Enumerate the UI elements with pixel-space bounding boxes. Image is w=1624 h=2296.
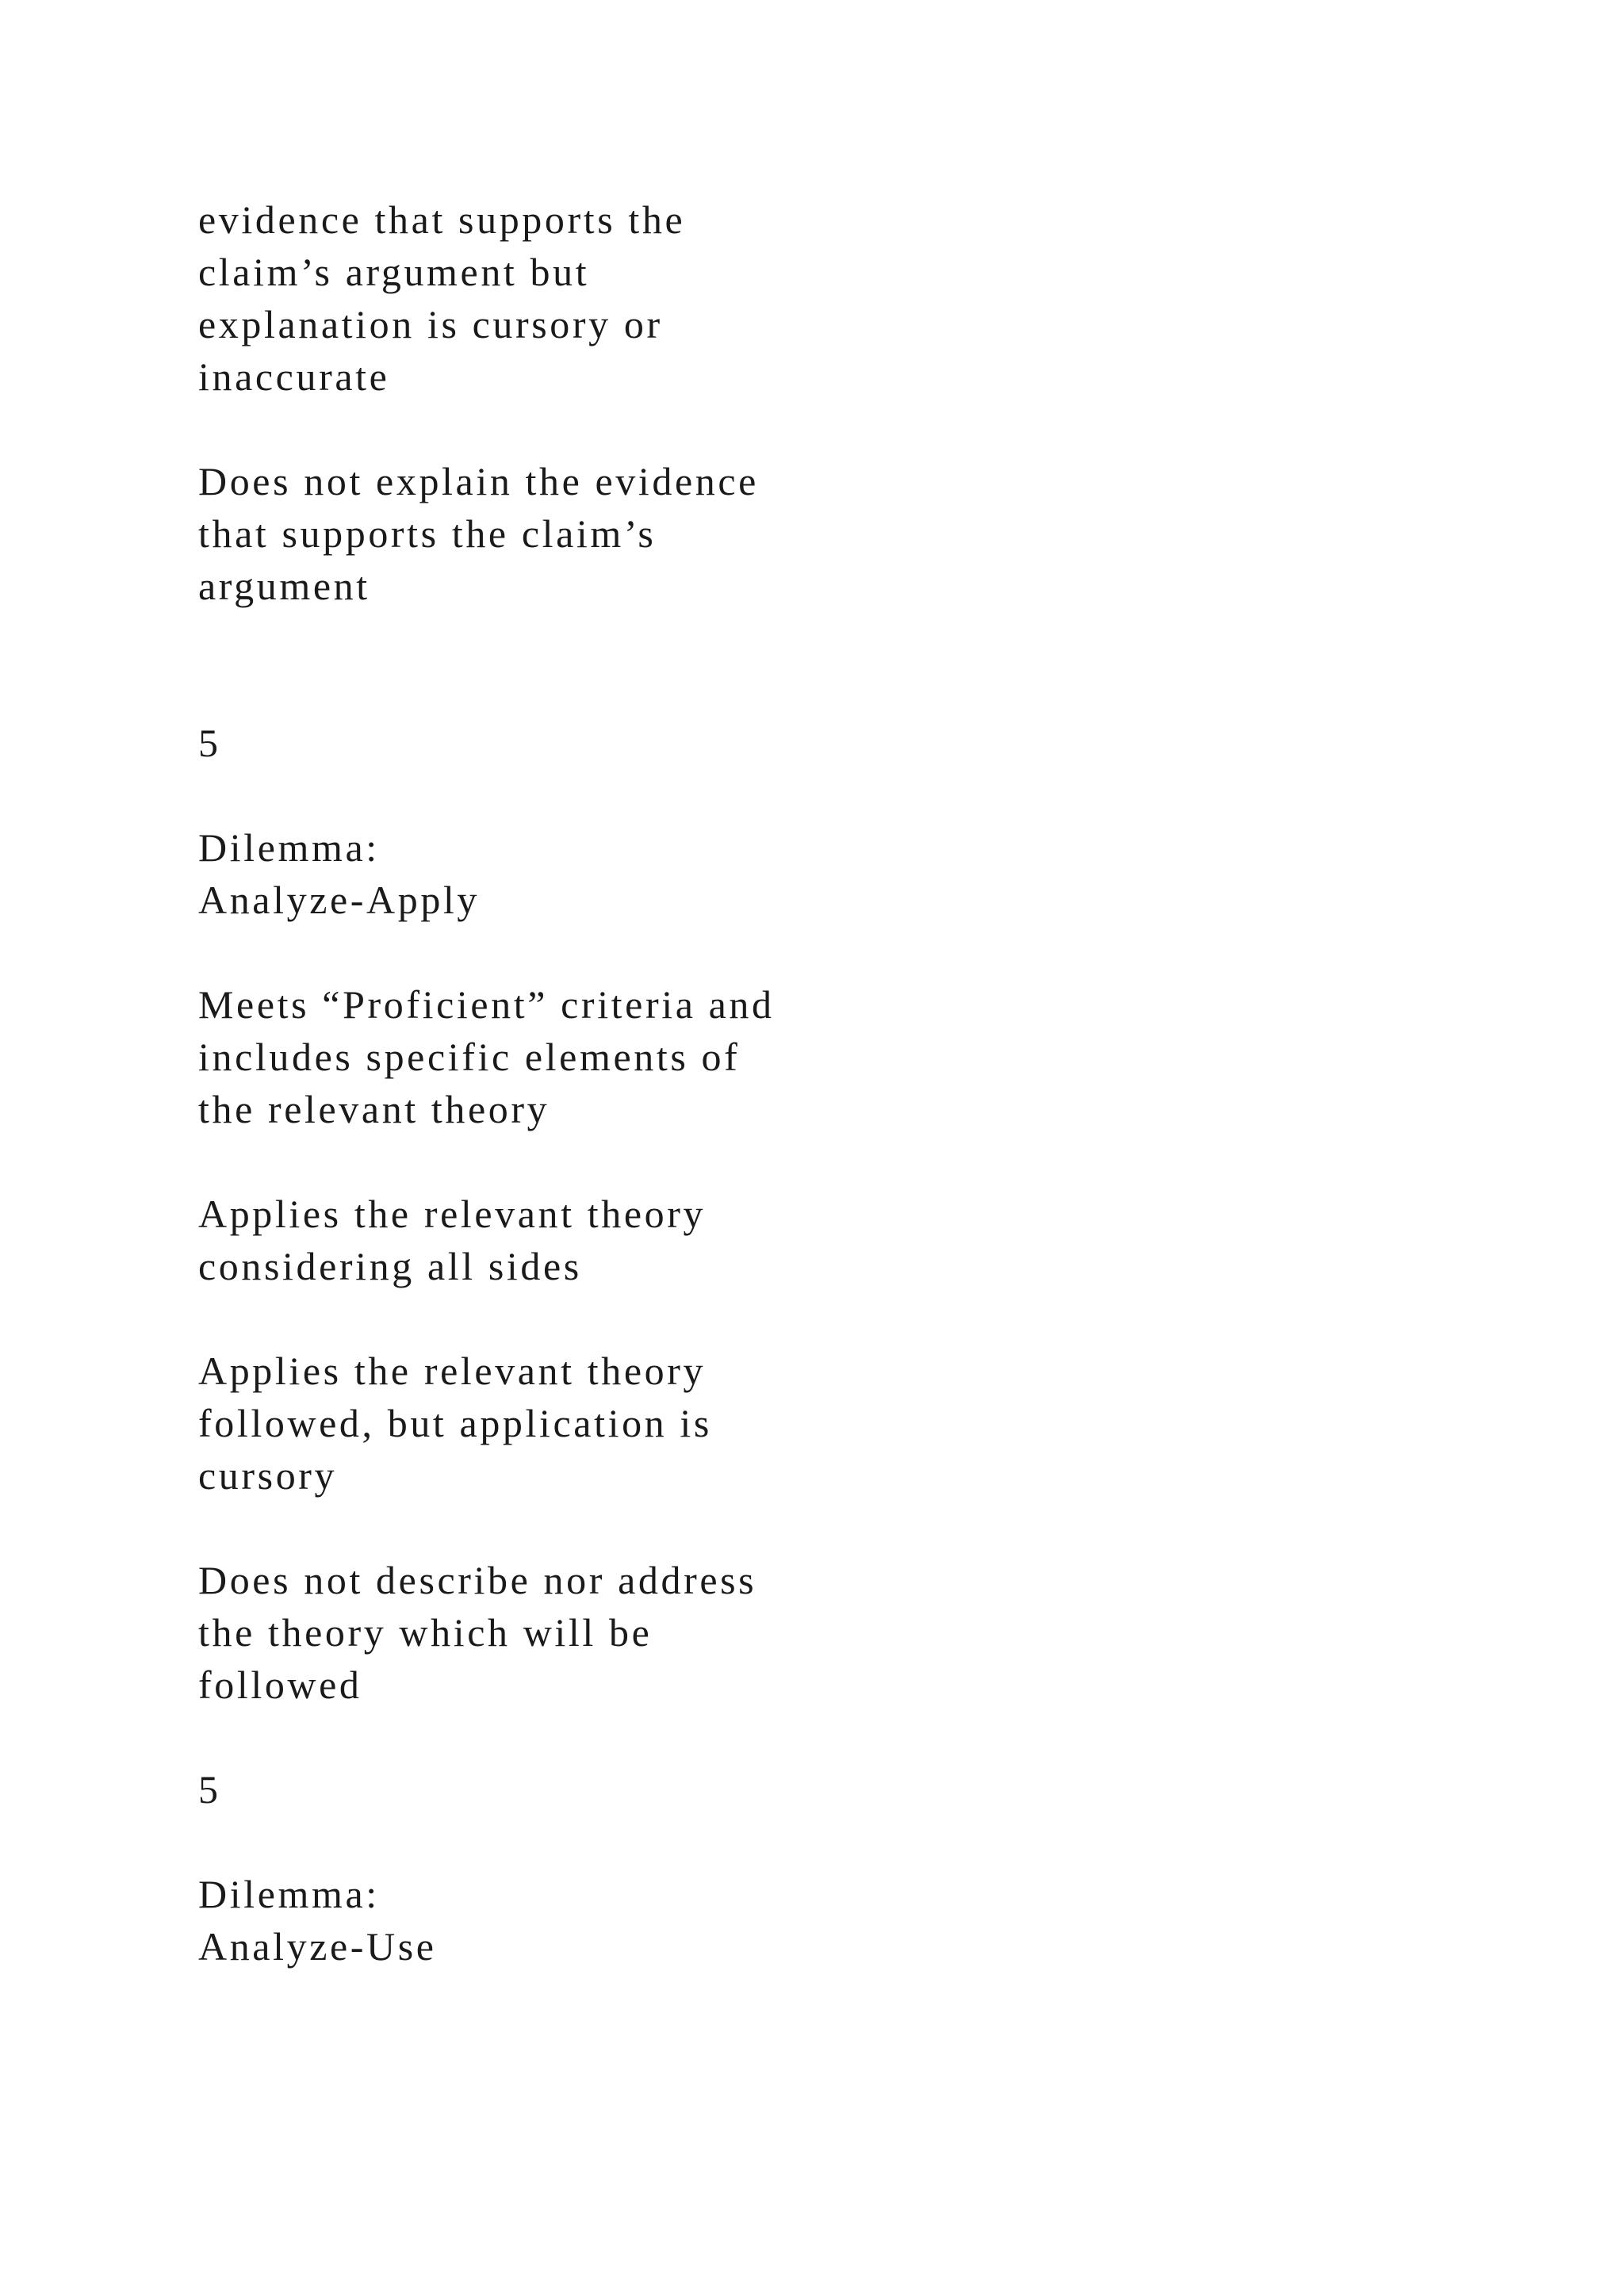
criterion-heading-analyze-apply: Dilemma: Analyze-Apply: [198, 825, 481, 922]
rubric-cell-not-evident: Does not describe nor address the theory which will be followed: [198, 1558, 757, 1707]
rubric-cell-developing: Applies the relevant theory followed, but application is cursory: [198, 1349, 712, 1498]
rubric-cell-exemplary: Meets “Proficient” criteria and includes specific elements of the relevant theory: [198, 982, 775, 1131]
points-value: 5: [198, 721, 221, 765]
rubric-cell-evidence-cursory: evidence that supports the claim’s argument but explanation is cursory or inaccurate: [198, 197, 686, 399]
points-value: 5: [198, 1767, 221, 1812]
rubric-cell-proficient: Applies the relevant theory considering all sides: [198, 1192, 707, 1288]
document-text-column: [198, 193, 1150, 1973]
criterion-heading-analyze-use: Dilemma: Analyze-Use: [198, 1872, 437, 1969]
rubric-cell-evidence-missing: Does not explain the evidence that supports the claim’s argument: [198, 459, 759, 608]
